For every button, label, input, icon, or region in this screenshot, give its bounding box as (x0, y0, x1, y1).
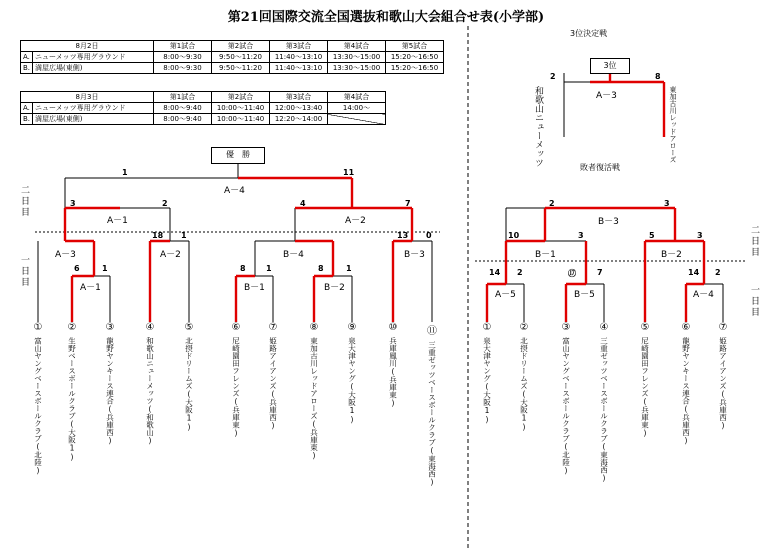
row-label: B. (21, 63, 33, 74)
header-cell: 第2試合 (212, 92, 270, 103)
time-cell: 15:20～16:50 (386, 63, 444, 74)
time-cell: 10:00～11:40 (212, 114, 270, 125)
score: 8 (240, 264, 246, 273)
score: 0 (426, 231, 432, 240)
consolation-title: 敗者復活戦 (580, 163, 620, 172)
row-label: B. (21, 114, 33, 125)
score: 1 (122, 168, 128, 177)
score: 7 (405, 199, 411, 208)
cons-game-a5: A－5 (495, 290, 516, 300)
score: 2 (517, 268, 523, 277)
consolation-day2-label: 二日目 (749, 225, 759, 258)
score: 1 (346, 264, 352, 273)
time-cell: 13:30～15:00 (328, 63, 386, 74)
header-cell: 第4試合 (328, 92, 386, 103)
game-b2-label: B－2 (324, 283, 345, 293)
score: 13 (397, 231, 409, 240)
game-a3-label: A－3 (55, 250, 76, 260)
score: ⑰ (568, 269, 576, 278)
header-cell: 第1試合 (154, 92, 212, 103)
time-cell: 10:00～11:40 (212, 103, 270, 114)
day1-label: 一日目 (19, 255, 29, 288)
cons-game-b5: B－5 (574, 290, 595, 300)
score: 14 (489, 268, 501, 277)
champion-box: 優 勝 (211, 147, 265, 164)
game-b1-label: B－1 (244, 283, 265, 293)
team-entry: ⑥ 尼崎園田フレンズ(兵庫東) (231, 322, 241, 438)
team-entry: ④ 三重ゼッツベースボールクラブ(東海西) (599, 322, 609, 483)
time-cell: 11:40～13:10 (270, 63, 328, 74)
schedule-date: 8月2日 (21, 41, 154, 52)
team-entry: ② 生野ベースボールクラブ(大阪1) (67, 322, 77, 462)
third-place-title: 3位決定戦 (570, 29, 608, 38)
cons-game-b2: B－2 (661, 250, 682, 260)
team-entry: ⑦ 姫路アイアンズ(兵庫西) (268, 322, 278, 430)
score: 6 (74, 264, 80, 273)
page-title: 第21回国際交流全国選抜和歌山大会組合せ表(小学部) (227, 10, 545, 25)
time-cell: 8:00～9:40 (154, 114, 212, 125)
score: 3 (664, 199, 670, 208)
venue-cell: 満屋広場(東側) (33, 114, 154, 125)
score: 3 (70, 199, 76, 208)
game-a2-label: A－2 (345, 216, 366, 226)
header-cell: 第3試合 (270, 92, 328, 103)
row-label: A. (21, 103, 33, 114)
score: 5 (649, 231, 655, 240)
team-entry: ⑦ 姫路アイアンズ(兵庫西) (718, 322, 728, 430)
game-b4-label: B－4 (283, 250, 304, 260)
team-entry: ③ 龍野ヤンキース連合(兵庫西) (105, 322, 115, 445)
venue-cell: 満屋広場(東側) (33, 63, 154, 74)
time-cell: 12:20～14:00 (270, 114, 328, 125)
game-b3-label: B－3 (404, 250, 425, 260)
score: 1 (181, 231, 187, 240)
team-entry: ⑨ 泉大津ヤング(大阪1) (347, 322, 357, 424)
score: 7 (597, 268, 603, 277)
day2-label: 二日目 (19, 185, 29, 218)
score: 4 (300, 199, 306, 208)
third-place-box: 3位 (590, 58, 630, 74)
time-cell: 9:50～11:20 (212, 63, 270, 74)
score: 1 (102, 264, 108, 273)
score: 2 (550, 72, 556, 81)
score: 2 (549, 199, 555, 208)
game-a1top-label: A－1 (107, 216, 128, 226)
cons-game-b1: B－1 (535, 250, 556, 260)
venue-cell: ニューメッツ専用グラウンド (33, 103, 154, 114)
time-cell: 12:00～13:40 (270, 103, 328, 114)
score: 3 (697, 231, 703, 240)
score: 1 (266, 264, 272, 273)
header-cell: 第1試合 (154, 41, 212, 52)
team-entry: ⑩ 兵庫鳳川(兵庫東) (388, 322, 398, 408)
header-cell: 第3試合 (270, 41, 328, 52)
score: 11 (343, 168, 355, 177)
score: 3 (578, 231, 584, 240)
team-entry: ③ 富山ヤングベースボールクラブ(北陸) (561, 322, 571, 475)
time-cell: 9:50～11:20 (212, 52, 270, 63)
score: 14 (688, 268, 700, 277)
score: 8 (655, 72, 661, 81)
team-entry: ④ 和歌山ニューメッツ(和歌山) (145, 322, 155, 445)
schedule-date: 8月3日 (21, 92, 154, 103)
time-cell: 13:30～15:00 (328, 52, 386, 63)
game-a2b-label: A－2 (160, 250, 181, 260)
team-entry: ⑪ 三重ゼッツベースボールクラブ(東海西) (427, 326, 437, 487)
cons-game-b3: B－3 (598, 217, 619, 227)
score: 18 (152, 231, 164, 240)
team-entry: ① 泉大津ヤング(大阪1) (482, 322, 492, 424)
third-place-team-left: 和歌山ニューメッツ (533, 86, 543, 167)
score: 8 (318, 264, 324, 273)
score: 2 (162, 199, 168, 208)
team-entry: ① 富山ヤングベースボールクラブ(北陸) (33, 322, 43, 475)
game-a4-label: A－4 (224, 186, 245, 196)
score: 2 (715, 268, 721, 277)
team-entry: ⑤ 北摂ドリームズ(大阪1) (184, 322, 194, 432)
team-entry: ⑧ 東加古川レッドアローズ(兵庫東) (309, 322, 319, 460)
time-cell: 14:00～ (328, 103, 386, 114)
venue-cell: ニューメッツ専用グラウンド (33, 52, 154, 63)
consolation-day1-label: 一日目 (749, 285, 759, 318)
score: 10 (508, 231, 520, 240)
team-entry: ⑤ 尼崎園田フレンズ(兵庫東) (640, 322, 650, 438)
third-place-game: A－3 (596, 91, 617, 101)
time-cell: 11:40～13:10 (270, 52, 328, 63)
time-cell: 15:20～16:50 (386, 52, 444, 63)
team-entry: ⑥ 龍野ヤンキース連合(兵庫西) (681, 322, 691, 445)
time-cell: 8:00～9:30 (154, 63, 212, 74)
time-cell: 8:00～9:40 (154, 103, 212, 114)
row-label: A. (21, 52, 33, 63)
cons-game-a4: A－4 (693, 290, 714, 300)
team-entry: ② 北摂ドリームズ(大阪1) (519, 322, 529, 432)
header-cell: 第5試合 (386, 41, 444, 52)
header-cell: 第4試合 (328, 41, 386, 52)
game-a1-label: A－1 (80, 283, 101, 293)
third-place-team-right: 東加古川レッドアローズ (669, 86, 677, 163)
time-cell: 8:00～9:30 (154, 52, 212, 63)
header-cell: 第2試合 (212, 41, 270, 52)
